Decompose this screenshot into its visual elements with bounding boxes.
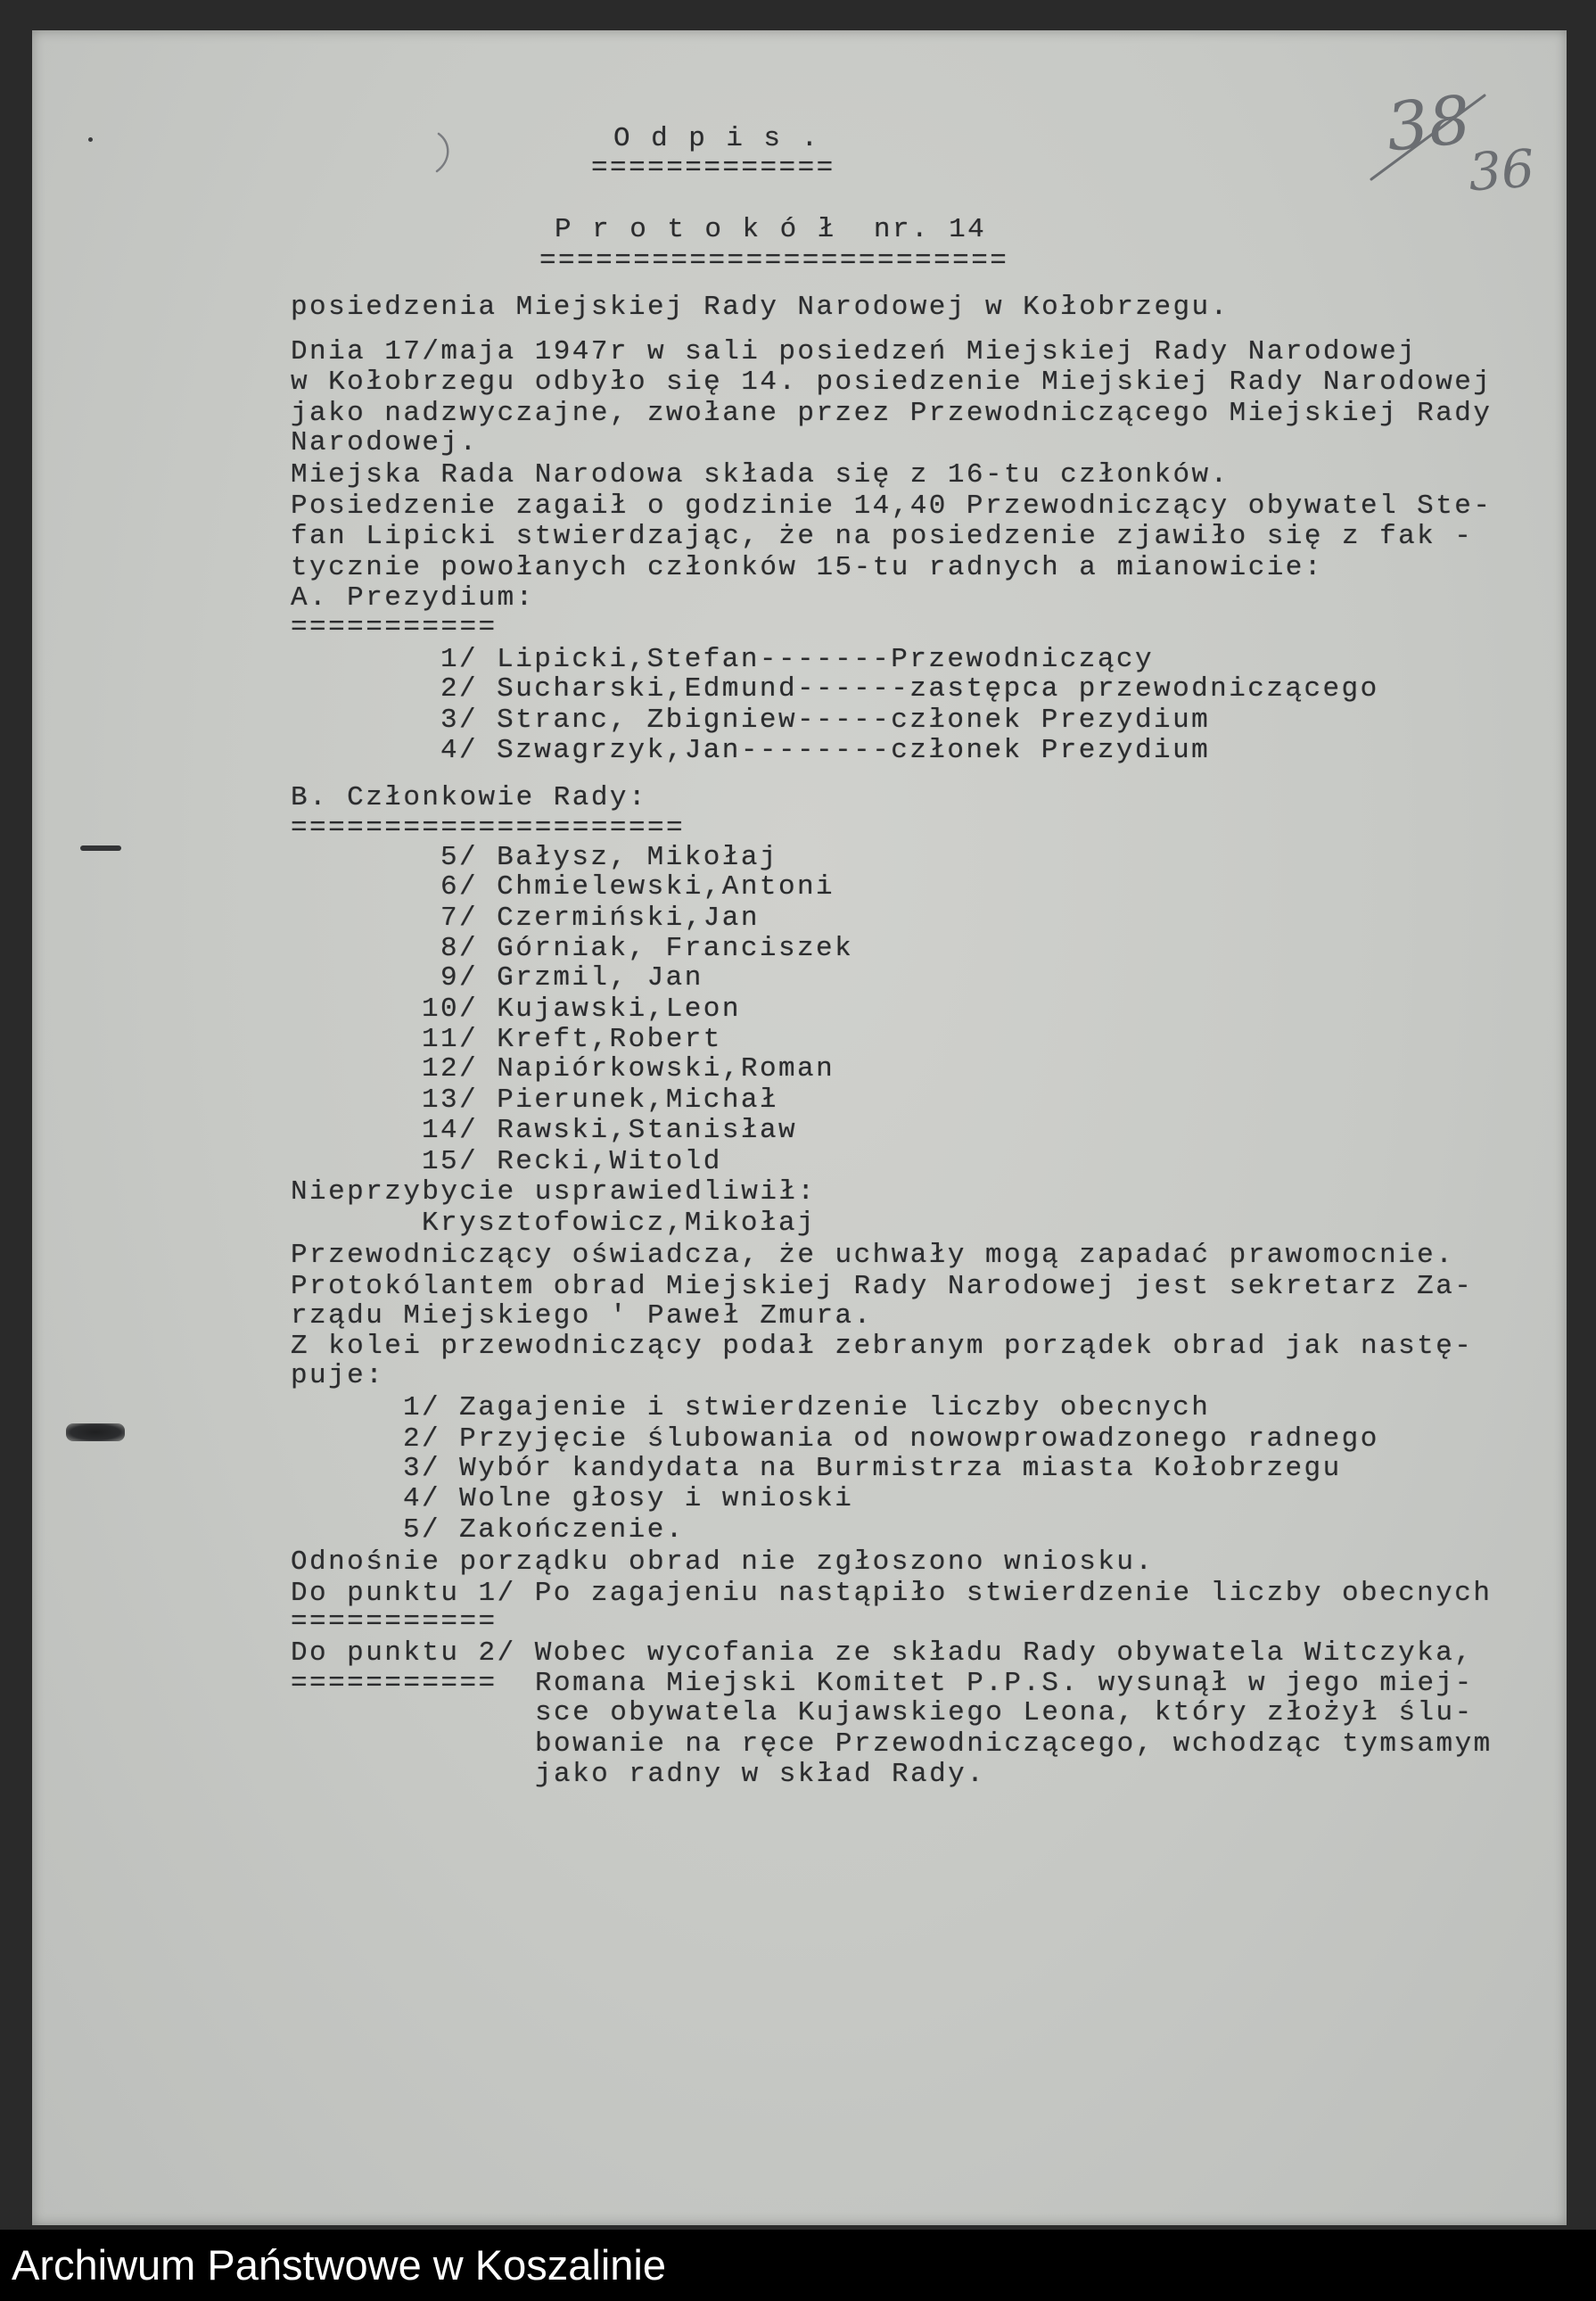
council-member: 9/ Grzmil, Jan — [440, 962, 703, 994]
statement-line: rządu Miejskiego ' Paweł Zmura. — [291, 1300, 873, 1332]
point-1-rule: =========== — [291, 1606, 498, 1637]
opening-line: Posiedzenie zagaił o godzinie 14,40 Przewodniczący obywatel Ste- — [291, 491, 1493, 522]
handwritten-page-number: 36 — [1466, 137, 1537, 203]
punch-hole-mark — [66, 1423, 125, 1441]
point-2-line: sce obywatela Kujawskiego Leona, który złożył ślu- — [535, 1697, 1474, 1728]
agenda-item: 1/ Zagajenie i stwierdzenie liczby obecnych — [403, 1392, 1211, 1423]
statement-line: Protokólantem obrad Miejskiej Rady Narodowej jest sekretarz Za- — [291, 1271, 1474, 1302]
point-2-line: Romana Miejski Komitet P.P.S. wysunął w jego miej- — [535, 1668, 1474, 1699]
council-member: 8/ Górniak, Franciszek — [440, 933, 854, 964]
punch-hole-mark — [88, 137, 93, 142]
presidium-member: 2/ Sucharski,Edmund------zastępca przewodniczącego — [440, 673, 1379, 705]
presidium-heading: A. Prezydium: — [291, 582, 535, 614]
point-2-line: bowanie na ręce Przewodniczącego, wchodząc tymsamym — [535, 1728, 1493, 1760]
presidium-member: 3/ Stranc, Zbigniew-----członek Prezydium — [440, 705, 1211, 736]
doc-title-rule: ============= — [591, 153, 835, 184]
presidium-member: 1/ Lipicki,Stefan-------Przewodniczący — [440, 644, 1155, 675]
opening-line: tycznie powołanych członków 15-tu radnych a mianowicie: — [291, 552, 1323, 583]
council-member: 11/ Kreft,Robert — [422, 1024, 722, 1055]
council-member: 6/ Chmielewski,Antoni — [440, 871, 835, 903]
opening-line: jako nadzwyczajne, zwołane przez Przewodniczącego Miejskiej Rady — [291, 398, 1493, 429]
council-member: 5/ Bałysz, Mikołaj — [440, 842, 778, 873]
point-2-rule: =========== — [291, 1668, 498, 1699]
council-rule: ===================== — [291, 812, 686, 844]
opening-line: Dnia 17/maja 1947r w sali posiedzeń Miejskiej Rady Narodowej — [291, 336, 1418, 367]
statement-line: Z kolei przewodniczący podał zebranym porządek obrad jak nastę- — [291, 1331, 1474, 1362]
opening-line: fan Lipicki stwierdzając, że na posiedzenie zjawiło się z fak - — [291, 521, 1474, 552]
council-member: 15/ Recki,Witold — [422, 1146, 722, 1177]
council-member: 13/ Pierunek,Michał — [422, 1085, 779, 1116]
opening-line: Miejska Rada Narodowa składa się z 16-tu członków. — [291, 459, 1230, 491]
handwritten-page-number: 38 — [1382, 81, 1475, 167]
point-2-line: jako radny w skład Rady. — [535, 1759, 986, 1790]
council-member: 12/ Napiórkowski,Roman — [422, 1053, 835, 1085]
doc-title: O d p i s . — [613, 123, 820, 154]
council-member: 7/ Czermiński,Jan — [440, 903, 760, 934]
council-member: 14/ Rawski,Stanisław — [422, 1115, 798, 1146]
statement-line: Przewodniczący oświadcza, że uchwały mogą zapadać prawomocnie. — [291, 1240, 1455, 1271]
pencil-mark — [432, 130, 458, 175]
point-2-line: Do punktu 2/ Wobec wycofania ze składu Rady obywatela Witczyka, — [291, 1637, 1474, 1669]
opening-line: Narodowej. — [291, 427, 479, 458]
presidium-rule: =========== — [291, 612, 498, 643]
punch-hole-mark — [80, 845, 121, 851]
agenda-item: 3/ Wybór kandydata na Burmistrza miasta Kołobrzegu — [403, 1453, 1342, 1484]
protocol-rule: ========================= — [539, 245, 1009, 276]
opening-line: w Kołobrzegu odbyło się 14. posiedzenie Miejskiej Rady Narodowej — [291, 367, 1493, 398]
meeting-subject: posiedzenia Miejskiej Rady Narodowej w Kołobrzegu. — [291, 292, 1230, 323]
protocol-title: P r o t o k ó ł nr. 14 — [555, 214, 987, 245]
presidium-member: 4/ Szwagrzyk,Jan--------członek Prezydium — [440, 735, 1211, 766]
council-heading: B. Członkowie Rady: — [291, 782, 648, 813]
absent-member: Krysztofowicz,Mikołaj — [422, 1208, 817, 1239]
agenda-item: 4/ Wolne głosy i wnioski — [403, 1483, 854, 1514]
point-1-line: Do punktu 1/ Po zagajeniu nastąpiło stwierdzenie liczby obecnych — [291, 1578, 1493, 1609]
paper-sheet — [32, 30, 1567, 2225]
statement-line: puje: — [291, 1360, 385, 1391]
archive-footer — [0, 2230, 1596, 2301]
archive-name: Archiwum Państwowe w Koszalinie — [12, 2241, 667, 2289]
agenda-item: 5/ Zakończenie. — [403, 1514, 685, 1546]
absence-heading: Nieprzybycie usprawiedliwił: — [291, 1176, 817, 1208]
agenda-item: 2/ Przyjęcie ślubowania od nowowprowadzonego radnego — [403, 1423, 1379, 1455]
motions-note: Odnośnie porządku obrad nie zgłoszono wniosku. — [291, 1546, 1155, 1578]
council-member: 10/ Kujawski,Leon — [422, 994, 741, 1025]
